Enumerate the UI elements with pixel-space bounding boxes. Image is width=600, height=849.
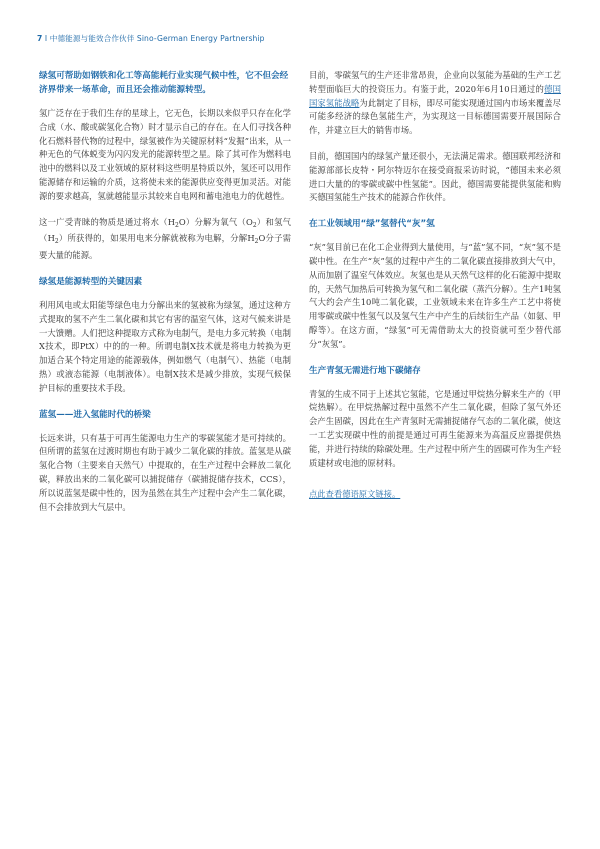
right-column xyxy=(309,69,561,501)
green-hydrogen-heading: 绿氢是能源转型的关键因素 xyxy=(39,276,143,287)
paragraph-turquoise-hydrogen: 青氢的生成不同于上述其它氢能，它是通过甲烷热分解来生产的（甲烷热解）。在甲烷热解过程中虽然不产生二氧化碳，但除了氢气外还会产生固碳，因此在生产青氢时无需捕捉储存气态的二氧化碳，使这一工艺实现碳中性的前提是通过可再生能源来为高温反应器提供热能，并进行持续的除碳处理。生产过程中所产生的固碳可作为生产轻质建材或电池的原材料。 xyxy=(309,388,561,468)
hydrogen-strategy-link[interactable]: 德国国家氢能战略 xyxy=(309,83,561,108)
subscript: 2 xyxy=(254,238,259,246)
text-segment: 目前，零碳氢气的生产还非常昂贵，企业向以氢能为基础的生产工艺转型面临巨大的投资压力。有鉴于此，2020年6月10日通过的 xyxy=(309,70,561,94)
paragraph-grey-hydrogen: “灰”氢目前已在化工企业得到大量使用，与“蓝”氢不同，“灰”氢不是碳中性。在生产“灰”氢的过程中产生的二氧化碳直接排放到大气中，从而加剧了温室气体效应。灰氢也是从天然气这样的化石能源中提取的，天然气加热后可转换为氢气和二氧化碳（蒸汽分解）。生产1吨氢气大约会产生10吨二氧化碳，工业领域未来在许多生产工艺中将使用零碳或碳中性氢气以及氢气生产中产生的后续衍生产品（如氨、甲醇等）。在这方面，“绿氢”可无需借助太大的投资就可至少替代部分“灰氢”。 xyxy=(309,242,561,349)
paragraph-blue-hydrogen: 长远来讲，只有基于可再生能源电力生产的零碳氢能才是可持续的。但所谓的蓝氢在过渡时期也有助于减少二氧化碳的排放。蓝氢是从碳氢化合物（主要来自天然气）中提取的，在生产过程中会释放二氧化碳，释放出来的二氧化碳可以捕捉储存（碳捕捉储存技术，CCS），所以说蓝氢是碳中性的，因为虽然在其生产过程中会产生二氧化碳，但不会排放到大气层中。 xyxy=(39,432,291,512)
paragraph-strategy xyxy=(309,69,561,138)
subscript: 2 xyxy=(252,221,257,229)
blue-hydrogen-heading: 蓝氢——进入氢能时代的桥梁 xyxy=(39,409,151,420)
turquoise-hydrogen-heading: 生产青氢无需进行地下碳储存 xyxy=(309,365,421,376)
intro-heading: 绿氢可帮助如钢铁和化工等高能耗行业实现气候中性，它不但会经济界带来一场革命，而且还会推动能源转型。 xyxy=(39,71,289,95)
paragraph-electrolysis xyxy=(39,216,291,263)
subscript: 2 xyxy=(175,221,179,229)
text-segment: O）分解为氧气（O xyxy=(178,216,253,227)
text-segment: O分子需要大量的能源。 xyxy=(39,233,291,261)
grey-hydrogen-heading: 在工业领域用“绿”氢替代“灰”氢 xyxy=(309,219,435,230)
text-segment: ）和氢气（H xyxy=(39,216,292,244)
original-article-link[interactable]: 点此查看德语原文链接。 xyxy=(309,489,401,500)
text-segment: ）所获得的，如果用电来分解就被称为电解，分解H xyxy=(58,233,255,244)
paragraph-green-hydrogen: 利用风电或太阳能等绿色电力分解出来的氢被称为绿氢，通过这种方式提取的氢不产生二氧化碳和其它有害的温室气体，这对气候来讲是一大馈赠。人们把这种提取方式称为电制气，是电力多元转换（电制X技术，即PtX）中的的一种。所谓电制X技术就是将电力转换为更加适合某个特定用途的能源载体，例如燃气（电制气）、热能（电制热）或液态能源（电制液体）。电制X技术是减少排放，实现气候保护目标的重要技术手段。 xyxy=(39,299,291,393)
text-segment: 为此制定了目标，即尽可能实现通过国内市场来覆盖尽可能多经济的绿色氢能生产，为实现这一目标德国需要开展国际合作，并建立巨大的销售市场。 xyxy=(309,97,562,136)
header-title: 中德能源与能效合作伙伴 Sino-German Energy Partnership xyxy=(49,34,265,43)
page-number: 7 xyxy=(37,34,43,43)
paragraph-imports: 目前，德国国内的绿氢产量还很小，无法满足需求。德国联邦经济和能源部部长皮特・阿尔特迈尔在接受商报采访时说，“德国未来必须进口大量的的零碳或碳中性氢能”。因此，德国需要能提供氢能和购买德国氢能生产技术的能源合作伙伴。 xyxy=(309,150,561,203)
left-column xyxy=(39,69,291,526)
page-header xyxy=(37,33,265,44)
text-segment: 这一广受青睐的物质是通过将水（H xyxy=(39,216,176,227)
paragraph-hydrogen-intro: 氢广泛存在于我们生存的星球上，它无色，长期以来似乎只存在化学合成（水、酸或碳氢化合物）时才显示自己的存在。在人们寻找各种化石燃料替代物的过程中，绿氢被作为关键原材料“发掘”出来，从一种无色的气体蜕变为闪闪发光的能源转型之星。除了其可作为燃料电池中的燃料以及工业领域的原材料这些明星特质以外，氢还可以用作能源储存和运输的介质，这将使未来的能源供应变得更加灵活。对能源的要求越高，氢就越能显示其较来自电网和蓄电池电力的优越性。 xyxy=(39,108,291,201)
subscript: 2 xyxy=(54,238,59,246)
header-separator: I xyxy=(44,34,48,43)
